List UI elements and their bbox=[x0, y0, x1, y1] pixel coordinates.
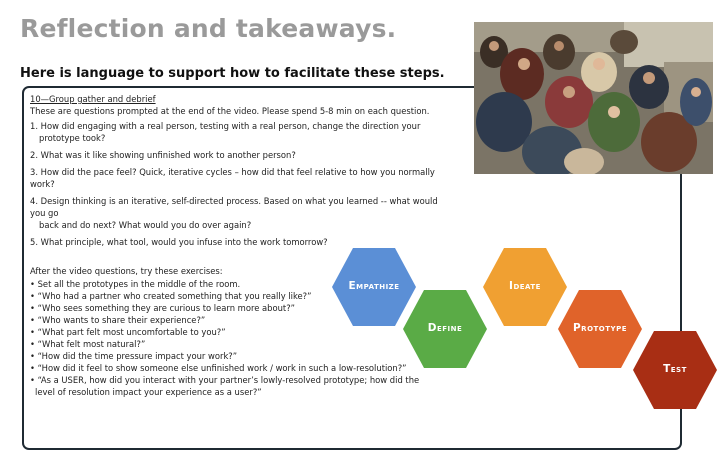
exercise-item: • “Who sees something they are curious to learn more about?” bbox=[30, 303, 295, 313]
exercises-intro: After the video questions, try these exercises: bbox=[30, 266, 223, 276]
question-text: What was it like showing unfinished work to another person? bbox=[40, 150, 296, 160]
exercise-item: • “As a USER, how did you interact with your partner’s lowly-resolved prototype; how did the bbox=[30, 375, 420, 385]
question-number: 3. bbox=[30, 167, 38, 177]
hex-label-ideate: Ideate bbox=[509, 280, 541, 292]
exercise-item: • “What felt most natural?” bbox=[30, 339, 146, 349]
question-text: How did engaging with a real person, testing with a real person, change the direction your bbox=[40, 121, 421, 131]
question-number: 1. bbox=[30, 121, 38, 131]
section-intro: These are questions prompted at the end of the video. Please spend 5-8 min on each question. bbox=[30, 106, 430, 116]
page-title: Reflection and takeaways. bbox=[20, 14, 397, 43]
question-text-cont: back and do next? What would you do over again? bbox=[39, 220, 252, 230]
question-text-cont: prototype took? bbox=[39, 133, 106, 143]
hex-label-empathize: Empathize bbox=[348, 280, 400, 292]
exercise-item: • “Who had a partner who created something that you really like?” bbox=[30, 291, 312, 301]
page-subtitle: Here is language to support how to facilitate these steps. bbox=[20, 66, 445, 81]
question-text: Design thinking is an iterative, self-directed process. Based on what you learned -- what would you go bbox=[30, 196, 438, 218]
hex-label-define: Define bbox=[427, 322, 463, 334]
exercise-item: • Set all the prototypes in the middle of the room. bbox=[30, 279, 241, 289]
question-number: 2. bbox=[30, 150, 38, 160]
hex-label-prototype: Prototype bbox=[572, 322, 628, 334]
section-heading: 10—Group gather and debrief bbox=[30, 94, 156, 104]
question-number: 4. bbox=[30, 196, 38, 206]
exercise-item-cont: level of resolution impact your experience as a user?” bbox=[35, 387, 262, 397]
exercise-item: • “How did the time pressure impact your work?” bbox=[30, 351, 238, 361]
exercise-item: • “Who wants to share their experience?” bbox=[30, 315, 206, 325]
question-text: How did the pace feel? Quick, iterative cycles – how did that feel relative to how you normally work? bbox=[30, 167, 435, 189]
question-text: What principle, what tool, would you infuse into the work tomorrow? bbox=[40, 237, 328, 247]
exercise-item: • “How did it feel to show someone else unfinished work / work in such a low-resolution?” bbox=[30, 363, 407, 373]
question-number: 5. bbox=[30, 237, 38, 247]
hex-label-test: Test bbox=[663, 363, 687, 375]
exercise-item: • “What part felt most uncomfortable to you?” bbox=[30, 327, 226, 337]
